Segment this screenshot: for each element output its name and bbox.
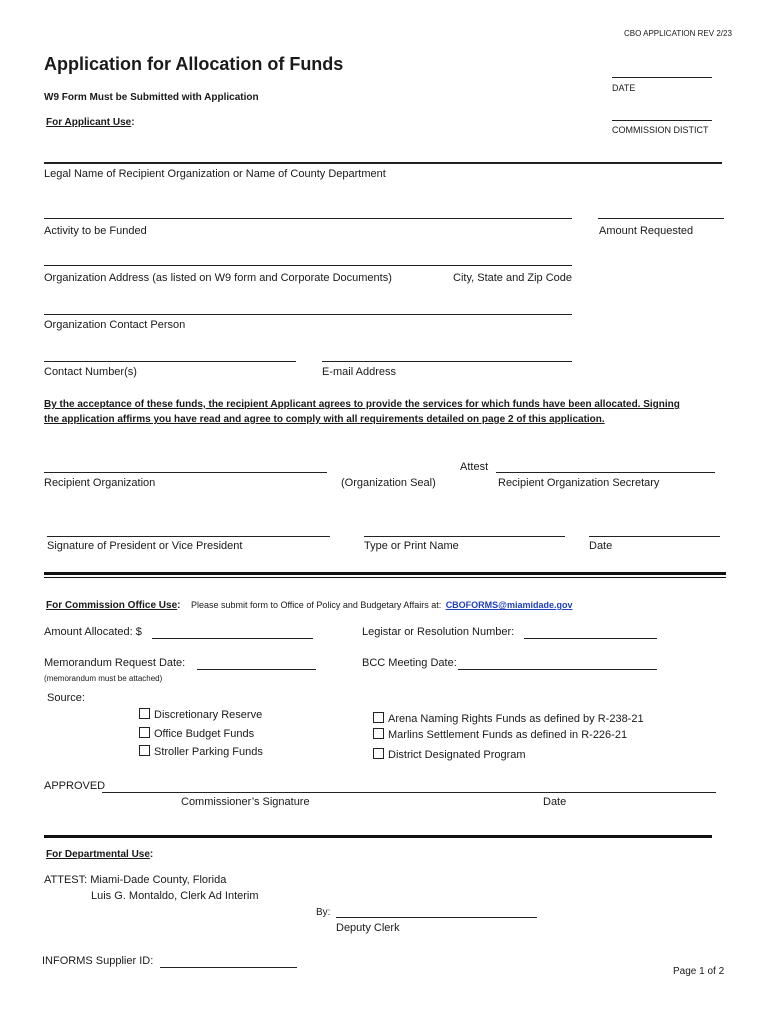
source-stroller[interactable]: [139, 745, 263, 758]
checkbox-icon[interactable]: [139, 745, 150, 756]
date-line[interactable]: [612, 77, 712, 78]
source-arena[interactable]: [373, 712, 644, 725]
bcc-date-line[interactable]: [458, 669, 657, 670]
w9-note: W9 Form Must be Submitted with Application: [44, 92, 259, 103]
legistar-line[interactable]: [524, 638, 657, 639]
legal-name-line[interactable]: [44, 162, 722, 164]
applicant-use-colon: :: [131, 117, 135, 128]
checkbox-icon[interactable]: [373, 712, 384, 723]
commission-heading-colon: :: [177, 600, 181, 611]
page-number: Page 1 of 2: [673, 966, 725, 977]
page-title: Application for Allocation of Funds: [44, 54, 344, 74]
amount-allocated-label: Amount Allocated: $: [44, 626, 142, 638]
attest-line[interactable]: [496, 472, 715, 473]
contact-number-label: Contact Number(s): [44, 366, 137, 378]
attest-line-2: Luis G. Montaldo, Clerk Ad Interim: [91, 890, 259, 902]
agreement-line-1: By the acceptance of these funds, the recipient Applicant agrees to provide the services for which funds have been allocated. Signing: [44, 399, 680, 410]
activity-label: Activity to be Funded: [44, 225, 147, 237]
checkbox-icon[interactable]: [139, 727, 150, 738]
section-divider-thin: [44, 577, 726, 578]
source-marlins[interactable]: [373, 728, 627, 741]
commission-district-label: COMMISSION DISTICT: [612, 125, 709, 135]
recipient-org-line[interactable]: [44, 472, 327, 473]
signature-date-label: Date: [589, 540, 613, 552]
checkbox-icon[interactable]: [373, 728, 384, 739]
contact-person-line[interactable]: [44, 314, 572, 315]
section-divider: [44, 572, 726, 575]
supplier-id-line[interactable]: [160, 967, 297, 968]
checkbox-icon[interactable]: [139, 708, 150, 719]
source-discretionary-label: Discretionary Reserve: [154, 709, 263, 721]
legistar-label: Legistar or Resolution Number:: [362, 626, 515, 638]
memo-date-line[interactable]: [197, 669, 316, 670]
org-seal-label: (Organization Seal): [341, 477, 436, 489]
secretary-label: Recipient Organization Secretary: [498, 477, 660, 489]
supplier-id-label: INFORMS Supplier ID:: [42, 955, 154, 967]
section-divider-2: [44, 835, 712, 838]
memo-note: (memorandum must be attached): [44, 674, 163, 683]
city-state-zip-label: City, State and Zip Code: [453, 272, 573, 284]
source-district[interactable]: [373, 748, 526, 761]
approved-label: APPROVED: [44, 780, 106, 792]
cboforms-email-link[interactable]: CBOFORMS@miamidade.gov: [445, 600, 573, 610]
source-office-budget-label: Office Budget Funds: [154, 728, 255, 740]
print-name-line[interactable]: [364, 536, 565, 537]
source-discretionary[interactable]: [139, 708, 262, 721]
commission-heading-row: [46, 595, 572, 613]
amount-requested-line[interactable]: [598, 218, 724, 219]
source-stroller-label: Stroller Parking Funds: [154, 746, 263, 758]
attest-line-1: ATTEST: Miami-Dade County, Florida: [44, 874, 227, 886]
source-office-budget[interactable]: [139, 727, 254, 740]
bcc-date-label: BCC Meeting Date:: [362, 657, 457, 669]
checkbox-icon[interactable]: [373, 748, 384, 759]
attest-label: Attest: [460, 461, 489, 473]
commission-district-line[interactable]: [612, 120, 712, 121]
date-label: DATE: [612, 83, 636, 93]
applicant-use-heading: [46, 117, 135, 128]
approved-date-label: Date: [543, 796, 567, 808]
source-marlins-label: Marlins Settlement Funds as defined in R-226-21: [388, 729, 628, 741]
commission-instruction: Please submit form to Office of Policy and Budgetary Affairs at:: [190, 600, 442, 610]
source-arena-label: Arena Naming Rights Funds as defined by R-238-21: [388, 713, 644, 725]
source-district-label: District Designated Program: [388, 749, 526, 761]
form-revision: CBO APPLICATION REV 2/23: [624, 29, 732, 38]
departmental-heading: For Departmental Use: [46, 849, 150, 860]
email-line[interactable]: [322, 361, 572, 362]
org-address-label: Organization Address (as listed on W9 form and Corporate Documents): [44, 272, 392, 284]
by-line[interactable]: [336, 917, 537, 918]
email-label: E-mail Address: [322, 366, 396, 378]
activity-line[interactable]: [44, 218, 572, 219]
memo-date-label: Memorandum Request Date:: [44, 657, 186, 669]
commissioner-signature-label: Commissioner’s Signature: [181, 796, 310, 808]
approved-line[interactable]: [102, 792, 716, 793]
print-name-label: Type or Print Name: [364, 540, 459, 552]
recipient-org-label: Recipient Organization: [44, 477, 156, 489]
departmental-heading-row: [46, 844, 153, 862]
amount-requested-label: Amount Requested: [599, 225, 694, 237]
signature-date-line[interactable]: [589, 536, 720, 537]
org-address-line[interactable]: [44, 265, 572, 266]
contact-number-line[interactable]: [44, 361, 296, 362]
legal-name-label: Legal Name of Recipient Organization or Name of County Department: [44, 168, 386, 180]
agreement-line-2: the application affirms you have read and agree to comply with all requirements detailed on page 2 of this application.: [44, 414, 605, 425]
amount-allocated-line[interactable]: [152, 638, 313, 639]
by-label: By:: [316, 907, 331, 918]
deputy-clerk-label: Deputy Clerk: [336, 922, 400, 934]
applicant-use-label: For Applicant Use: [46, 117, 132, 128]
departmental-heading-colon: :: [149, 849, 154, 860]
source-label: Source:: [47, 692, 85, 704]
president-signature-line[interactable]: [47, 536, 330, 537]
contact-person-label: Organization Contact Person: [44, 319, 186, 331]
commission-heading: For Commission Office Use: [46, 600, 178, 611]
president-signature-label: Signature of President or Vice President: [47, 540, 243, 552]
